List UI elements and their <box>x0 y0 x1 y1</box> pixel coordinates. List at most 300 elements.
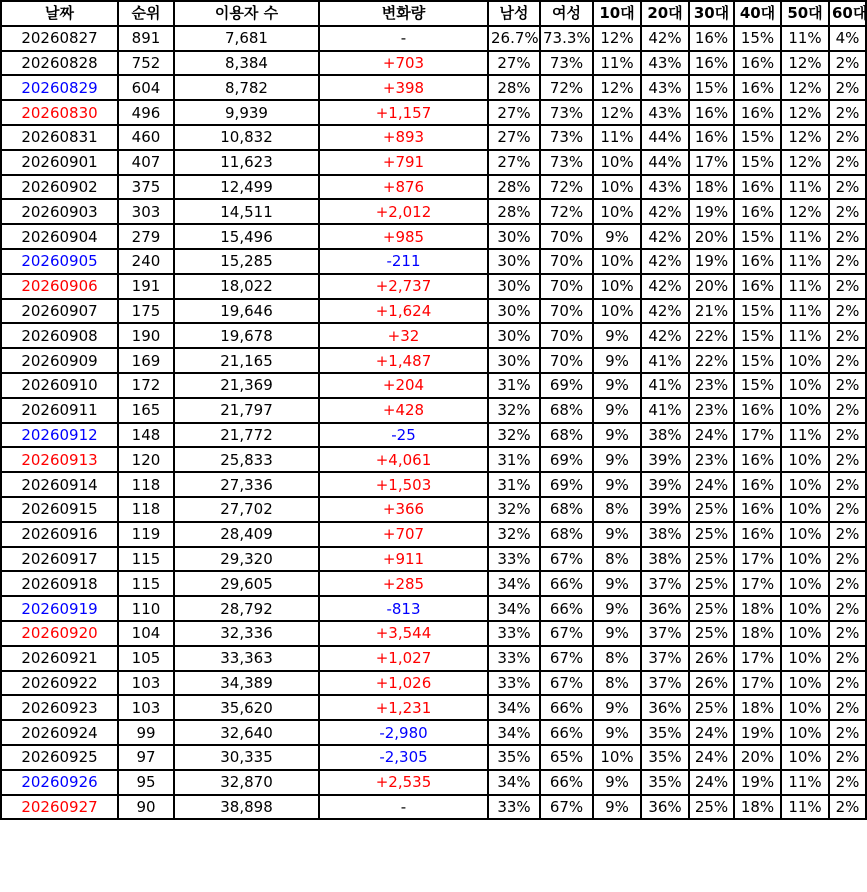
age-30s-cell: 25% <box>689 497 734 522</box>
male-cell: 30% <box>488 299 540 324</box>
age-60s-cell: 2% <box>829 224 866 249</box>
age-40s-cell: 17% <box>734 571 781 596</box>
age-20s-cell: 35% <box>641 770 689 795</box>
age-60s-cell: 2% <box>829 745 866 770</box>
rank-cell: 190 <box>118 323 174 348</box>
table-row <box>1 497 866 522</box>
female-cell: 69% <box>540 472 593 497</box>
header-age-10s: 10대 <box>593 1 641 26</box>
female-cell: 70% <box>540 249 593 274</box>
male-cell: 32% <box>488 423 540 448</box>
table-row <box>1 299 866 324</box>
table-row <box>1 447 866 472</box>
age-30s-cell: 25% <box>689 571 734 596</box>
age-60s-cell: 2% <box>829 571 866 596</box>
table-row <box>1 249 866 274</box>
age-60s-cell: 2% <box>829 100 866 125</box>
date-cell: 20260914 <box>1 472 118 497</box>
rank-cell: 104 <box>118 621 174 646</box>
age-20s-cell: 43% <box>641 51 689 76</box>
age-20s-cell: 39% <box>641 472 689 497</box>
age-10s-cell: 9% <box>593 423 641 448</box>
age-20s-cell: 43% <box>641 100 689 125</box>
female-cell: 69% <box>540 373 593 398</box>
female-cell: 73% <box>540 51 593 76</box>
age-20s-cell: 39% <box>641 497 689 522</box>
change-cell: +1,026 <box>319 671 488 696</box>
change-cell: -2,980 <box>319 720 488 745</box>
change-cell: - <box>319 26 488 51</box>
change-cell: +1,487 <box>319 348 488 373</box>
change-cell: -211 <box>319 249 488 274</box>
age-50s-cell: 10% <box>781 373 829 398</box>
table-row <box>1 224 866 249</box>
age-40s-cell: 18% <box>734 695 781 720</box>
age-60s-cell: 4% <box>829 26 866 51</box>
age-50s-cell: 12% <box>781 100 829 125</box>
female-cell: 66% <box>540 571 593 596</box>
users-cell: 14,511 <box>174 199 319 224</box>
age-60s-cell: 2% <box>829 596 866 621</box>
age-20s-cell: 41% <box>641 348 689 373</box>
age-60s-cell: 2% <box>829 274 866 299</box>
female-cell: 67% <box>540 547 593 572</box>
table-row <box>1 522 866 547</box>
date-cell: 20260918 <box>1 571 118 596</box>
age-20s-cell: 42% <box>641 299 689 324</box>
table-row <box>1 348 866 373</box>
rank-cell: 103 <box>118 671 174 696</box>
age-60s-cell: 2% <box>829 770 866 795</box>
users-cell: 35,620 <box>174 695 319 720</box>
age-40s-cell: 17% <box>734 646 781 671</box>
age-60s-cell: 2% <box>829 497 866 522</box>
age-40s-cell: 16% <box>734 75 781 100</box>
change-cell: +1,231 <box>319 695 488 720</box>
header-change: 변화량 <box>319 1 488 26</box>
male-cell: 30% <box>488 224 540 249</box>
male-cell: 27% <box>488 150 540 175</box>
age-10s-cell: 12% <box>593 75 641 100</box>
date-cell: 20260904 <box>1 224 118 249</box>
header-age-40s: 40대 <box>734 1 781 26</box>
change-cell: +707 <box>319 522 488 547</box>
rank-cell: 175 <box>118 299 174 324</box>
age-10s-cell: 9% <box>593 621 641 646</box>
age-60s-cell: 2% <box>829 175 866 200</box>
age-60s-cell: 2% <box>829 720 866 745</box>
female-cell: 66% <box>540 596 593 621</box>
users-cell: 25,833 <box>174 447 319 472</box>
rank-cell: 752 <box>118 51 174 76</box>
male-cell: 30% <box>488 323 540 348</box>
age-40s-cell: 15% <box>734 150 781 175</box>
change-cell: +1,503 <box>319 472 488 497</box>
users-cell: 34,389 <box>174 671 319 696</box>
age-30s-cell: 25% <box>689 621 734 646</box>
age-50s-cell: 10% <box>781 398 829 423</box>
age-30s-cell: 16% <box>689 51 734 76</box>
users-cell: 28,792 <box>174 596 319 621</box>
table-row <box>1 571 866 596</box>
rank-cell: 407 <box>118 150 174 175</box>
female-cell: 68% <box>540 398 593 423</box>
male-cell: 31% <box>488 472 540 497</box>
change-cell: +2,737 <box>319 274 488 299</box>
female-cell: 66% <box>540 720 593 745</box>
age-40s-cell: 18% <box>734 795 781 820</box>
date-cell: 20260910 <box>1 373 118 398</box>
male-cell: 34% <box>488 720 540 745</box>
age-40s-cell: 16% <box>734 497 781 522</box>
age-50s-cell: 11% <box>781 323 829 348</box>
age-20s-cell: 38% <box>641 547 689 572</box>
age-50s-cell: 12% <box>781 75 829 100</box>
date-cell: 20260831 <box>1 125 118 150</box>
age-50s-cell: 11% <box>781 299 829 324</box>
table-row <box>1 646 866 671</box>
age-60s-cell: 2% <box>829 299 866 324</box>
rank-cell: 110 <box>118 596 174 621</box>
rank-cell: 891 <box>118 26 174 51</box>
age-20s-cell: 42% <box>641 26 689 51</box>
male-cell: 33% <box>488 795 540 820</box>
age-30s-cell: 22% <box>689 348 734 373</box>
age-20s-cell: 42% <box>641 323 689 348</box>
female-cell: 65% <box>540 745 593 770</box>
age-50s-cell: 10% <box>781 348 829 373</box>
users-cell: 11,623 <box>174 150 319 175</box>
table-row <box>1 274 866 299</box>
users-cell: 28,409 <box>174 522 319 547</box>
date-cell: 20260916 <box>1 522 118 547</box>
age-40s-cell: 15% <box>734 125 781 150</box>
age-40s-cell: 16% <box>734 274 781 299</box>
age-30s-cell: 16% <box>689 26 734 51</box>
table-row <box>1 423 866 448</box>
age-30s-cell: 21% <box>689 299 734 324</box>
users-cell: 38,898 <box>174 795 319 820</box>
male-cell: 35% <box>488 745 540 770</box>
table-row <box>1 720 866 745</box>
age-20s-cell: 35% <box>641 745 689 770</box>
users-cell: 32,336 <box>174 621 319 646</box>
female-cell: 73% <box>540 100 593 125</box>
table-row <box>1 199 866 224</box>
male-cell: 31% <box>488 373 540 398</box>
date-cell: 20260905 <box>1 249 118 274</box>
users-cell: 29,605 <box>174 571 319 596</box>
age-30s-cell: 24% <box>689 720 734 745</box>
age-50s-cell: 12% <box>781 51 829 76</box>
header-rank: 순위 <box>118 1 174 26</box>
table-row <box>1 596 866 621</box>
users-cell: 32,640 <box>174 720 319 745</box>
date-cell: 20260920 <box>1 621 118 646</box>
male-cell: 34% <box>488 571 540 596</box>
change-cell: +204 <box>319 373 488 398</box>
age-20s-cell: 37% <box>641 646 689 671</box>
age-50s-cell: 11% <box>781 795 829 820</box>
age-40s-cell: 16% <box>734 447 781 472</box>
male-cell: 32% <box>488 398 540 423</box>
age-20s-cell: 42% <box>641 224 689 249</box>
age-40s-cell: 19% <box>734 770 781 795</box>
age-20s-cell: 42% <box>641 274 689 299</box>
change-cell: +911 <box>319 547 488 572</box>
age-50s-cell: 12% <box>781 150 829 175</box>
date-cell: 20260909 <box>1 348 118 373</box>
age-60s-cell: 2% <box>829 646 866 671</box>
table-body <box>1 26 866 820</box>
age-30s-cell: 26% <box>689 671 734 696</box>
rank-cell: 120 <box>118 447 174 472</box>
age-50s-cell: 12% <box>781 125 829 150</box>
rank-cell: 95 <box>118 770 174 795</box>
female-cell: 70% <box>540 274 593 299</box>
table-row <box>1 795 866 820</box>
table-row <box>1 26 866 51</box>
age-60s-cell: 2% <box>829 472 866 497</box>
table-row <box>1 770 866 795</box>
age-40s-cell: 15% <box>734 224 781 249</box>
age-20s-cell: 42% <box>641 199 689 224</box>
age-10s-cell: 10% <box>593 274 641 299</box>
age-60s-cell: 2% <box>829 373 866 398</box>
age-10s-cell: 9% <box>593 571 641 596</box>
table-row <box>1 745 866 770</box>
change-cell: +1,027 <box>319 646 488 671</box>
age-10s-cell: 9% <box>593 695 641 720</box>
age-40s-cell: 15% <box>734 373 781 398</box>
users-cell: 7,681 <box>174 26 319 51</box>
age-10s-cell: 10% <box>593 299 641 324</box>
change-cell: +3,544 <box>319 621 488 646</box>
male-cell: 34% <box>488 596 540 621</box>
users-cell: 12,499 <box>174 175 319 200</box>
age-20s-cell: 44% <box>641 150 689 175</box>
rank-cell: 172 <box>118 373 174 398</box>
male-cell: 27% <box>488 51 540 76</box>
age-60s-cell: 2% <box>829 75 866 100</box>
age-40s-cell: 16% <box>734 472 781 497</box>
age-20s-cell: 36% <box>641 695 689 720</box>
age-20s-cell: 44% <box>641 125 689 150</box>
age-30s-cell: 25% <box>689 522 734 547</box>
male-cell: 28% <box>488 175 540 200</box>
age-20s-cell: 37% <box>641 621 689 646</box>
change-cell: +876 <box>319 175 488 200</box>
age-40s-cell: 17% <box>734 547 781 572</box>
table-row <box>1 373 866 398</box>
age-10s-cell: 9% <box>593 770 641 795</box>
rank-cell: 99 <box>118 720 174 745</box>
age-50s-cell: 10% <box>781 621 829 646</box>
age-60s-cell: 2% <box>829 199 866 224</box>
female-cell: 72% <box>540 175 593 200</box>
age-10s-cell: 9% <box>593 596 641 621</box>
table-row <box>1 472 866 497</box>
date-cell: 20260828 <box>1 51 118 76</box>
age-50s-cell: 10% <box>781 695 829 720</box>
date-cell: 20260915 <box>1 497 118 522</box>
age-20s-cell: 38% <box>641 423 689 448</box>
age-50s-cell: 12% <box>781 199 829 224</box>
age-10s-cell: 9% <box>593 398 641 423</box>
age-10s-cell: 10% <box>593 150 641 175</box>
age-40s-cell: 15% <box>734 348 781 373</box>
rank-cell: 375 <box>118 175 174 200</box>
date-cell: 20260917 <box>1 547 118 572</box>
age-30s-cell: 25% <box>689 795 734 820</box>
age-60s-cell: 2% <box>829 447 866 472</box>
users-cell: 32,870 <box>174 770 319 795</box>
male-cell: 32% <box>488 497 540 522</box>
age-50s-cell: 10% <box>781 571 829 596</box>
age-40s-cell: 15% <box>734 323 781 348</box>
rank-cell: 118 <box>118 497 174 522</box>
age-30s-cell: 18% <box>689 175 734 200</box>
change-cell: -2,305 <box>319 745 488 770</box>
age-50s-cell: 11% <box>781 423 829 448</box>
age-10s-cell: 8% <box>593 497 641 522</box>
age-50s-cell: 11% <box>781 770 829 795</box>
change-cell: -813 <box>319 596 488 621</box>
age-60s-cell: 2% <box>829 522 866 547</box>
rank-cell: 115 <box>118 547 174 572</box>
age-30s-cell: 22% <box>689 323 734 348</box>
age-10s-cell: 10% <box>593 745 641 770</box>
users-cell: 10,832 <box>174 125 319 150</box>
age-10s-cell: 10% <box>593 175 641 200</box>
users-cell: 30,335 <box>174 745 319 770</box>
age-20s-cell: 36% <box>641 795 689 820</box>
change-cell: +893 <box>319 125 488 150</box>
age-50s-cell: 10% <box>781 745 829 770</box>
age-50s-cell: 10% <box>781 497 829 522</box>
female-cell: 73.3% <box>540 26 593 51</box>
age-30s-cell: 15% <box>689 75 734 100</box>
age-10s-cell: 8% <box>593 646 641 671</box>
date-cell: 20260921 <box>1 646 118 671</box>
date-cell: 20260913 <box>1 447 118 472</box>
header-male: 남성 <box>488 1 540 26</box>
header-female: 여성 <box>540 1 593 26</box>
female-cell: 70% <box>540 299 593 324</box>
age-20s-cell: 43% <box>641 175 689 200</box>
header-row <box>1 1 866 26</box>
age-20s-cell: 35% <box>641 720 689 745</box>
age-20s-cell: 37% <box>641 571 689 596</box>
age-60s-cell: 2% <box>829 125 866 150</box>
age-30s-cell: 23% <box>689 447 734 472</box>
date-cell: 20260926 <box>1 770 118 795</box>
table-row <box>1 150 866 175</box>
rank-cell: 240 <box>118 249 174 274</box>
female-cell: 70% <box>540 348 593 373</box>
users-cell: 21,797 <box>174 398 319 423</box>
table-row <box>1 51 866 76</box>
rank-cell: 97 <box>118 745 174 770</box>
age-40s-cell: 16% <box>734 522 781 547</box>
age-10s-cell: 11% <box>593 51 641 76</box>
female-cell: 67% <box>540 621 593 646</box>
age-30s-cell: 25% <box>689 596 734 621</box>
rank-cell: 279 <box>118 224 174 249</box>
date-cell: 20260919 <box>1 596 118 621</box>
date-cell: 20260830 <box>1 100 118 125</box>
users-cell: 15,496 <box>174 224 319 249</box>
age-40s-cell: 19% <box>734 720 781 745</box>
age-60s-cell: 2% <box>829 348 866 373</box>
age-20s-cell: 38% <box>641 522 689 547</box>
female-cell: 72% <box>540 199 593 224</box>
change-cell: +285 <box>319 571 488 596</box>
age-20s-cell: 36% <box>641 596 689 621</box>
rank-cell: 119 <box>118 522 174 547</box>
age-60s-cell: 2% <box>829 398 866 423</box>
age-20s-cell: 43% <box>641 75 689 100</box>
female-cell: 69% <box>540 447 593 472</box>
age-30s-cell: 25% <box>689 547 734 572</box>
age-10s-cell: 10% <box>593 199 641 224</box>
male-cell: 28% <box>488 199 540 224</box>
date-cell: 20260924 <box>1 720 118 745</box>
users-cell: 15,285 <box>174 249 319 274</box>
change-cell: +2,535 <box>319 770 488 795</box>
date-cell: 20260923 <box>1 695 118 720</box>
female-cell: 70% <box>540 224 593 249</box>
age-40s-cell: 15% <box>734 299 781 324</box>
age-30s-cell: 24% <box>689 423 734 448</box>
age-60s-cell: 2% <box>829 150 866 175</box>
age-60s-cell: 2% <box>829 547 866 572</box>
age-50s-cell: 10% <box>781 596 829 621</box>
age-20s-cell: 41% <box>641 373 689 398</box>
age-10s-cell: 9% <box>593 720 641 745</box>
age-60s-cell: 2% <box>829 51 866 76</box>
rank-cell: 148 <box>118 423 174 448</box>
users-cell: 27,702 <box>174 497 319 522</box>
age-60s-cell: 2% <box>829 249 866 274</box>
date-cell: 20260912 <box>1 423 118 448</box>
table-row <box>1 75 866 100</box>
header-age-60s: 60대 <box>829 1 866 26</box>
age-10s-cell: 12% <box>593 26 641 51</box>
change-cell: +428 <box>319 398 488 423</box>
change-cell: +985 <box>319 224 488 249</box>
date-cell: 20260922 <box>1 671 118 696</box>
age-30s-cell: 23% <box>689 373 734 398</box>
age-30s-cell: 25% <box>689 695 734 720</box>
date-cell: 20260927 <box>1 795 118 820</box>
age-60s-cell: 2% <box>829 695 866 720</box>
female-cell: 67% <box>540 795 593 820</box>
date-cell: 20260827 <box>1 26 118 51</box>
change-cell: +1,624 <box>319 299 488 324</box>
users-cell: 29,320 <box>174 547 319 572</box>
rank-cell: 90 <box>118 795 174 820</box>
age-50s-cell: 10% <box>781 646 829 671</box>
age-40s-cell: 16% <box>734 100 781 125</box>
male-cell: 27% <box>488 125 540 150</box>
header-age-20s: 20대 <box>641 1 689 26</box>
age-30s-cell: 23% <box>689 398 734 423</box>
male-cell: 30% <box>488 249 540 274</box>
header-age-50s: 50대 <box>781 1 829 26</box>
female-cell: 72% <box>540 75 593 100</box>
male-cell: 34% <box>488 770 540 795</box>
